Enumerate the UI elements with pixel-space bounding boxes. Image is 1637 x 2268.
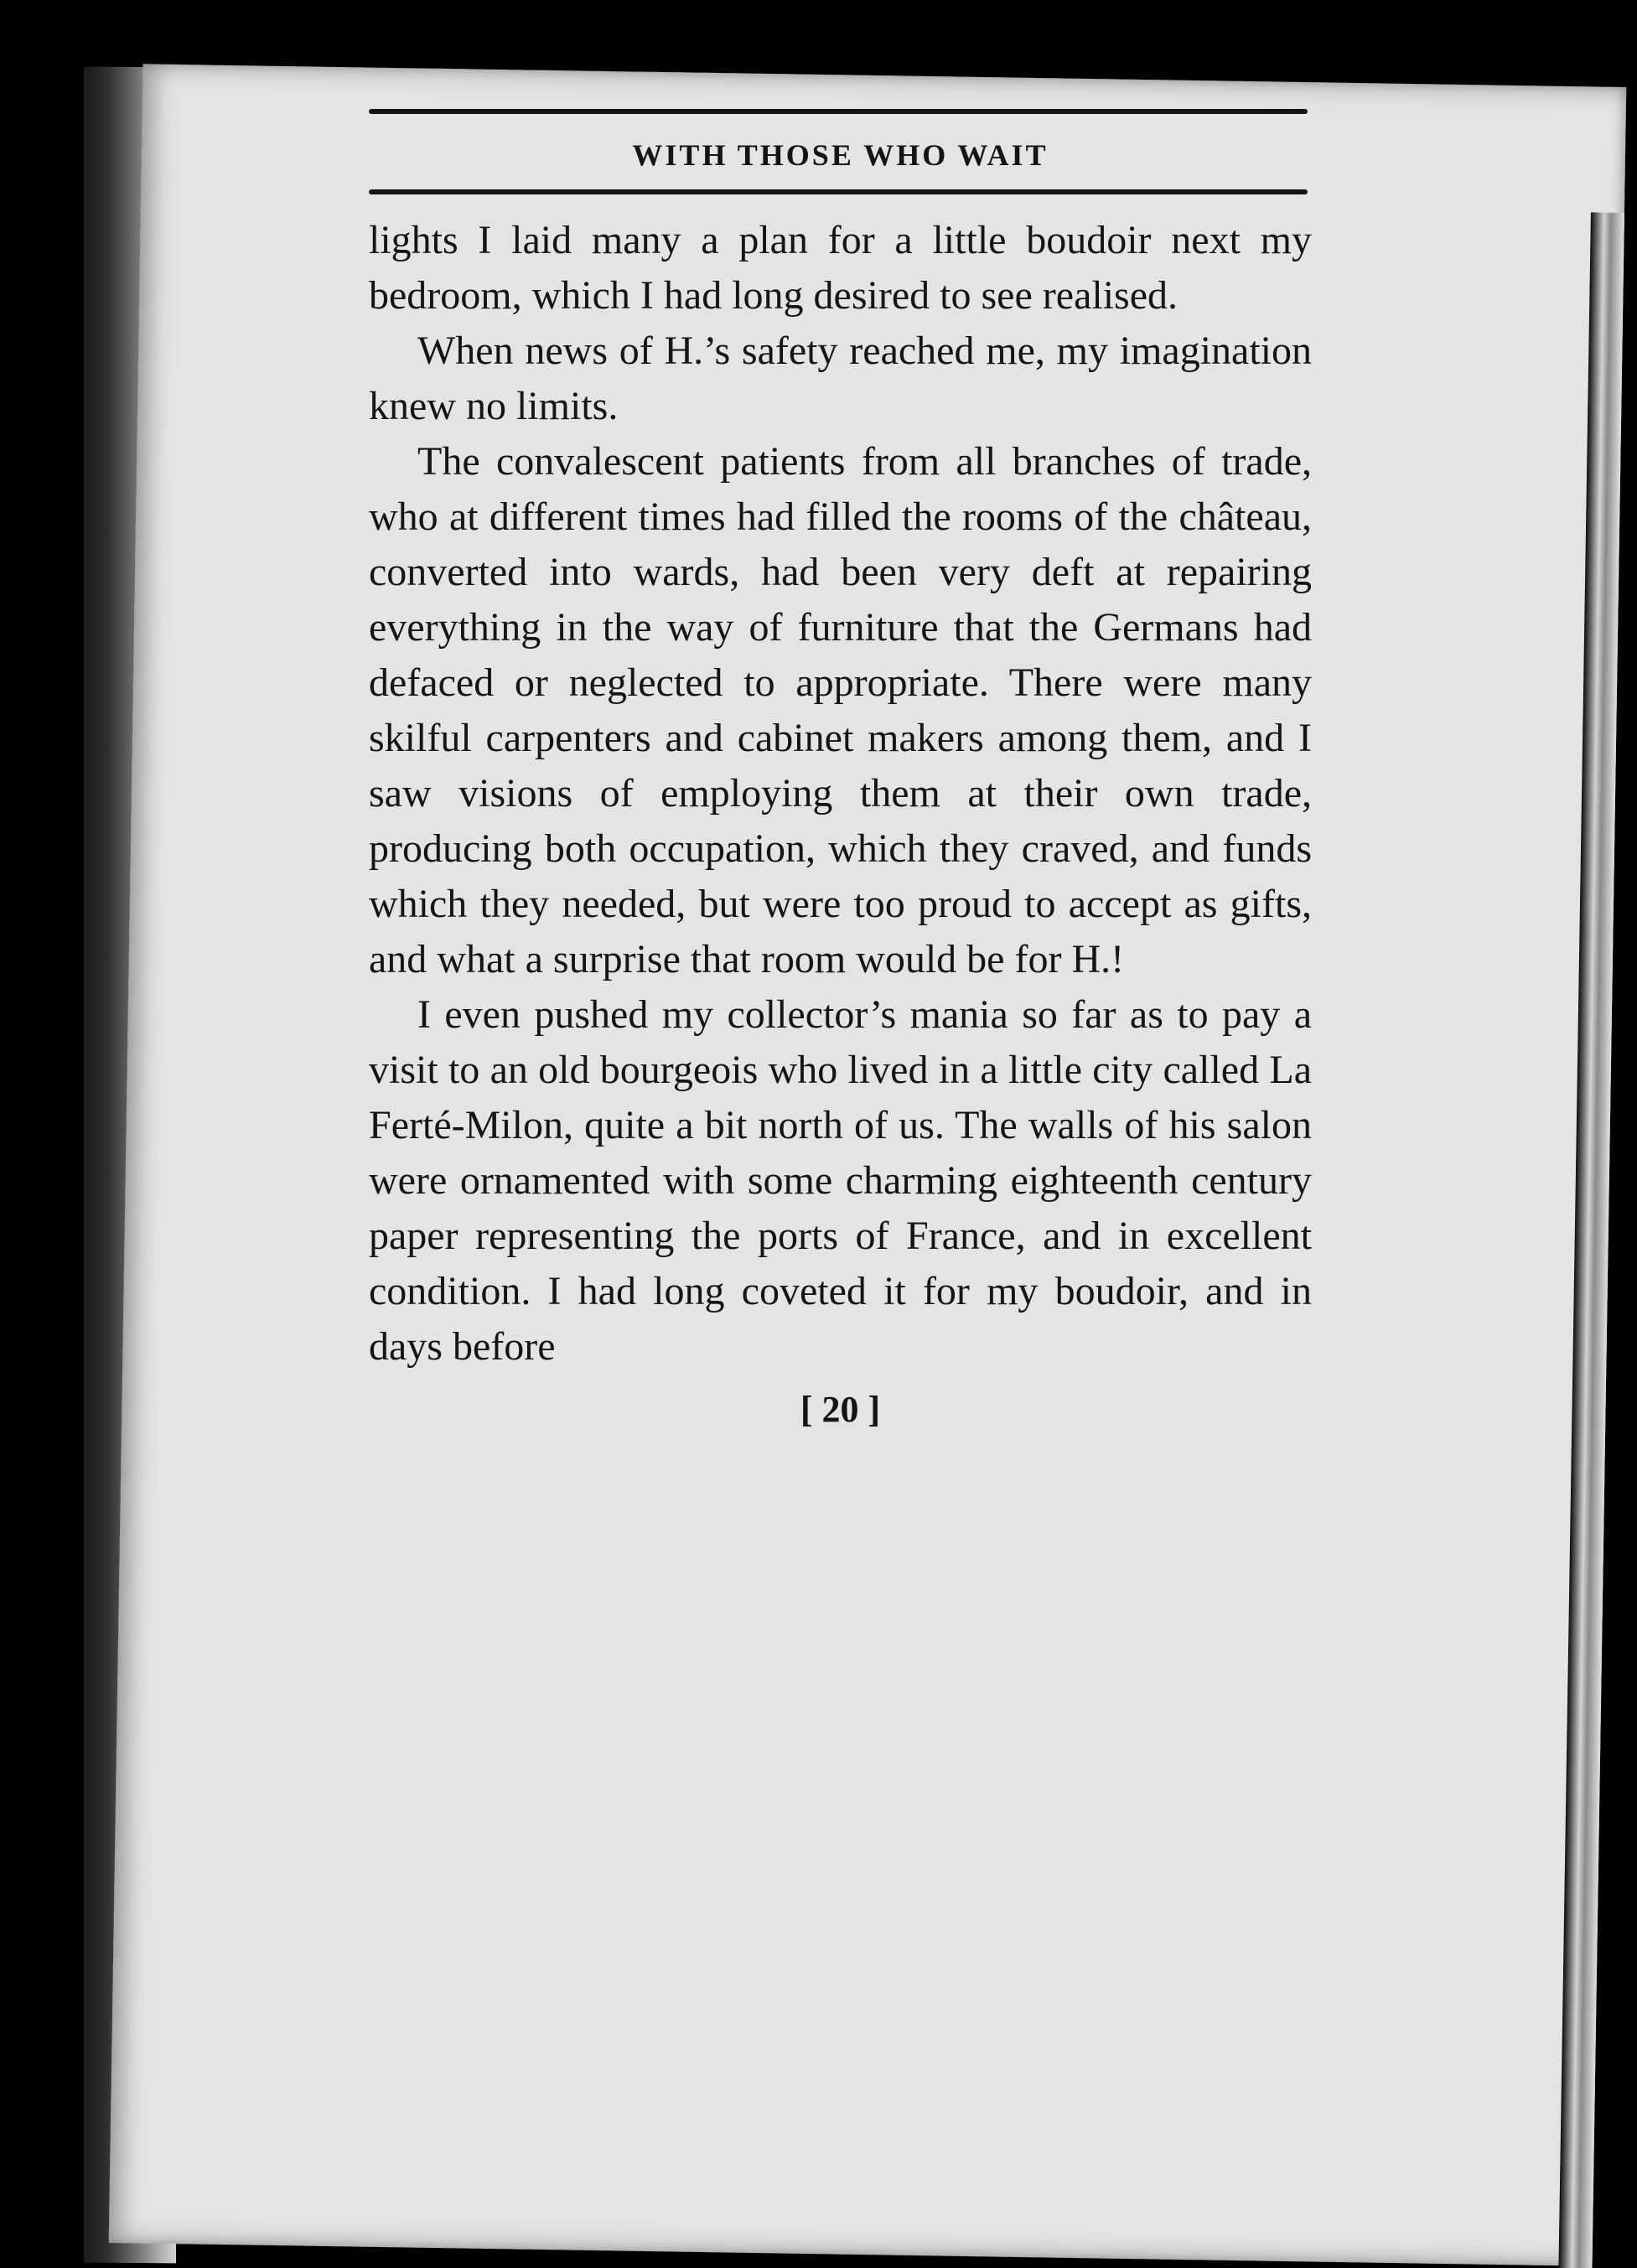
page-edge (1557, 212, 1624, 2268)
page-content (369, 109, 1312, 1431)
paragraph: The convalescent patients from all branches of trade, who at different times had filled the rooms of the château, converted into wards, had been very deft at repairing everything in the way of furniture that the Germans had defaced or neglected to appropriate. There were many skilful carpenters and cabinet makers among them, and I saw visions of employing them at their own trade, producing both occupation, which they craved, and funds which they needed, but were too proud to accept as gifts, and what a surprise that room would be for H.! (369, 439, 1312, 981)
header-rule-bottom (369, 189, 1308, 194)
body-text (369, 213, 1312, 1375)
page-number: [ 20 ] (800, 1389, 881, 1430)
paragraph: I even pushed my collector’s mania so far as to pay a visit to an old bourgeois who lived in a little city called La Ferté-Milon, quite a bit north of us. The walls of his salon were ornamented with some charming eighteenth century paper representing the ports of France, and in excellent condition. I had long coveted it for my boudoir, and in days before (369, 992, 1312, 1369)
paragraph: lights I laid many a plan for a little boudoir next my bedroom, which I had long desired to see realised. (369, 218, 1312, 318)
paragraph: When news of H.’s safety reached me, my imagination knew no limits. (369, 329, 1312, 428)
running-head: WITH THOSE WHO WAIT (632, 138, 1049, 172)
